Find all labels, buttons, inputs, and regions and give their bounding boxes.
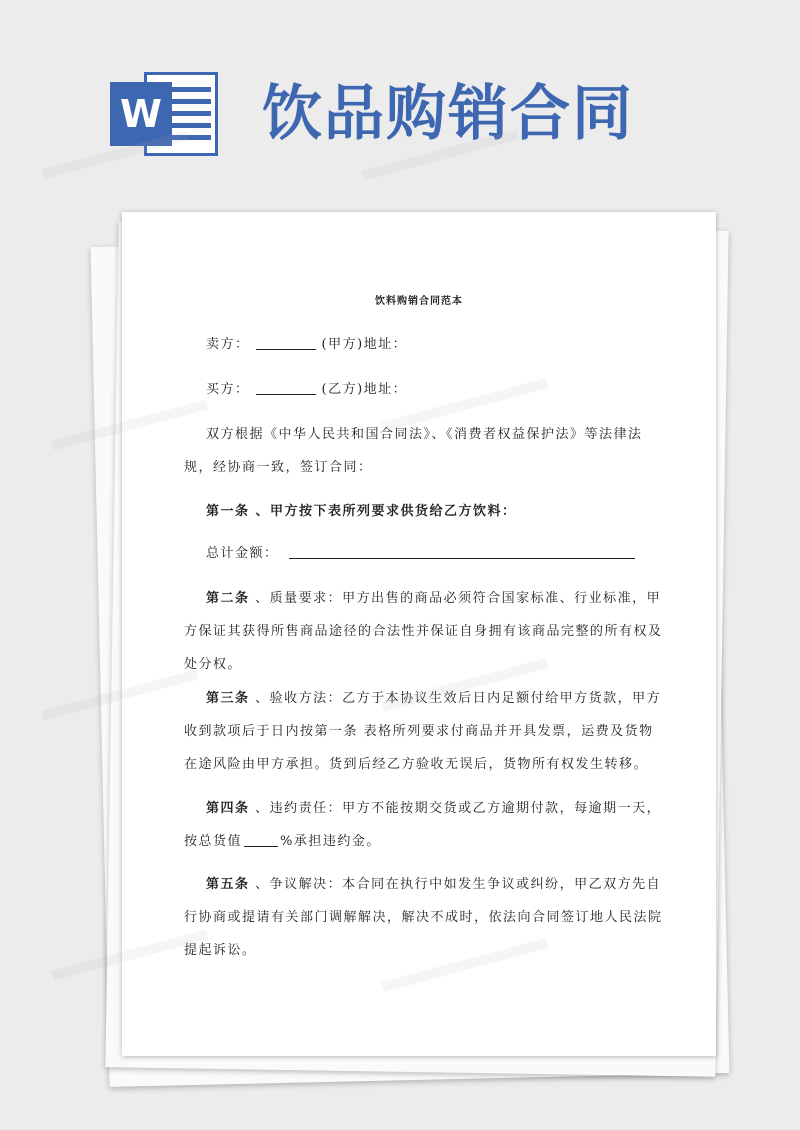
article-4	[184, 792, 664, 858]
total-amount-line	[206, 542, 635, 561]
buyer-party-address: (乙方)地址：	[321, 382, 408, 397]
document-title: 饮料购销合同范本	[375, 296, 463, 307]
article-2	[184, 582, 664, 681]
total-amount-blank	[289, 544, 635, 559]
seller-name-blank	[256, 335, 316, 350]
document-page	[122, 212, 716, 1056]
seller-label: 卖方：	[206, 337, 250, 352]
article-4-text-before: 、违约责任：甲方不能按期交货或乙方逾期付款，每逾期一天，按总货值	[184, 801, 662, 849]
penalty-percent-blank	[244, 832, 278, 847]
word-icon-letter: W	[110, 82, 172, 146]
buyer-line	[206, 378, 407, 397]
article-5-text: 、争议解决：本合同在执行中如发生争议或纠纷，甲乙双方先自行协商或提请有关部门调解解决，解决不成时，依法向合同签订地人民法院提起诉讼。	[184, 877, 663, 958]
article-4-heading: 第四条	[206, 801, 250, 816]
article-1-heading: 第一条 、甲方按下表所列要求供货给乙方饮料：	[206, 504, 517, 519]
article-3-heading: 第三条	[206, 691, 250, 706]
intro-paragraph: 双方根据《中华人民共和国合同法》、《消费者权益保护法》等法律法规，经协商一致，签订合同：	[184, 427, 643, 475]
total-amount-label: 总计金额：	[206, 546, 279, 561]
buyer-name-blank	[256, 380, 316, 395]
article-3-text: 、验收方法：乙方于本协议生效后日内足额付给甲方货款，甲方收到款项后于日内按第一条 表格所列要求付商品并开具发票，运费及货物在途风险由甲方承担。货到后经乙方验收无误后，货物所有权发生转移。	[184, 691, 662, 772]
article-5	[184, 868, 664, 967]
banner-title: 饮品购销合同	[262, 79, 634, 149]
seller-line	[206, 333, 407, 352]
article-5-heading: 第五条	[206, 877, 250, 892]
seller-party-address: (甲方)地址：	[321, 337, 408, 352]
buyer-label: 买方：	[206, 382, 250, 397]
article-4-text-after: %承担违约金。	[280, 834, 381, 849]
article-2-text: 、质量要求：甲方出售的商品必须符合国家标准、行业标准，甲方保证其获得所售商品途径的合法性并保证自身拥有该商品完整的所有权及处分权。	[184, 591, 663, 672]
article-2-heading: 第二条	[206, 591, 250, 606]
